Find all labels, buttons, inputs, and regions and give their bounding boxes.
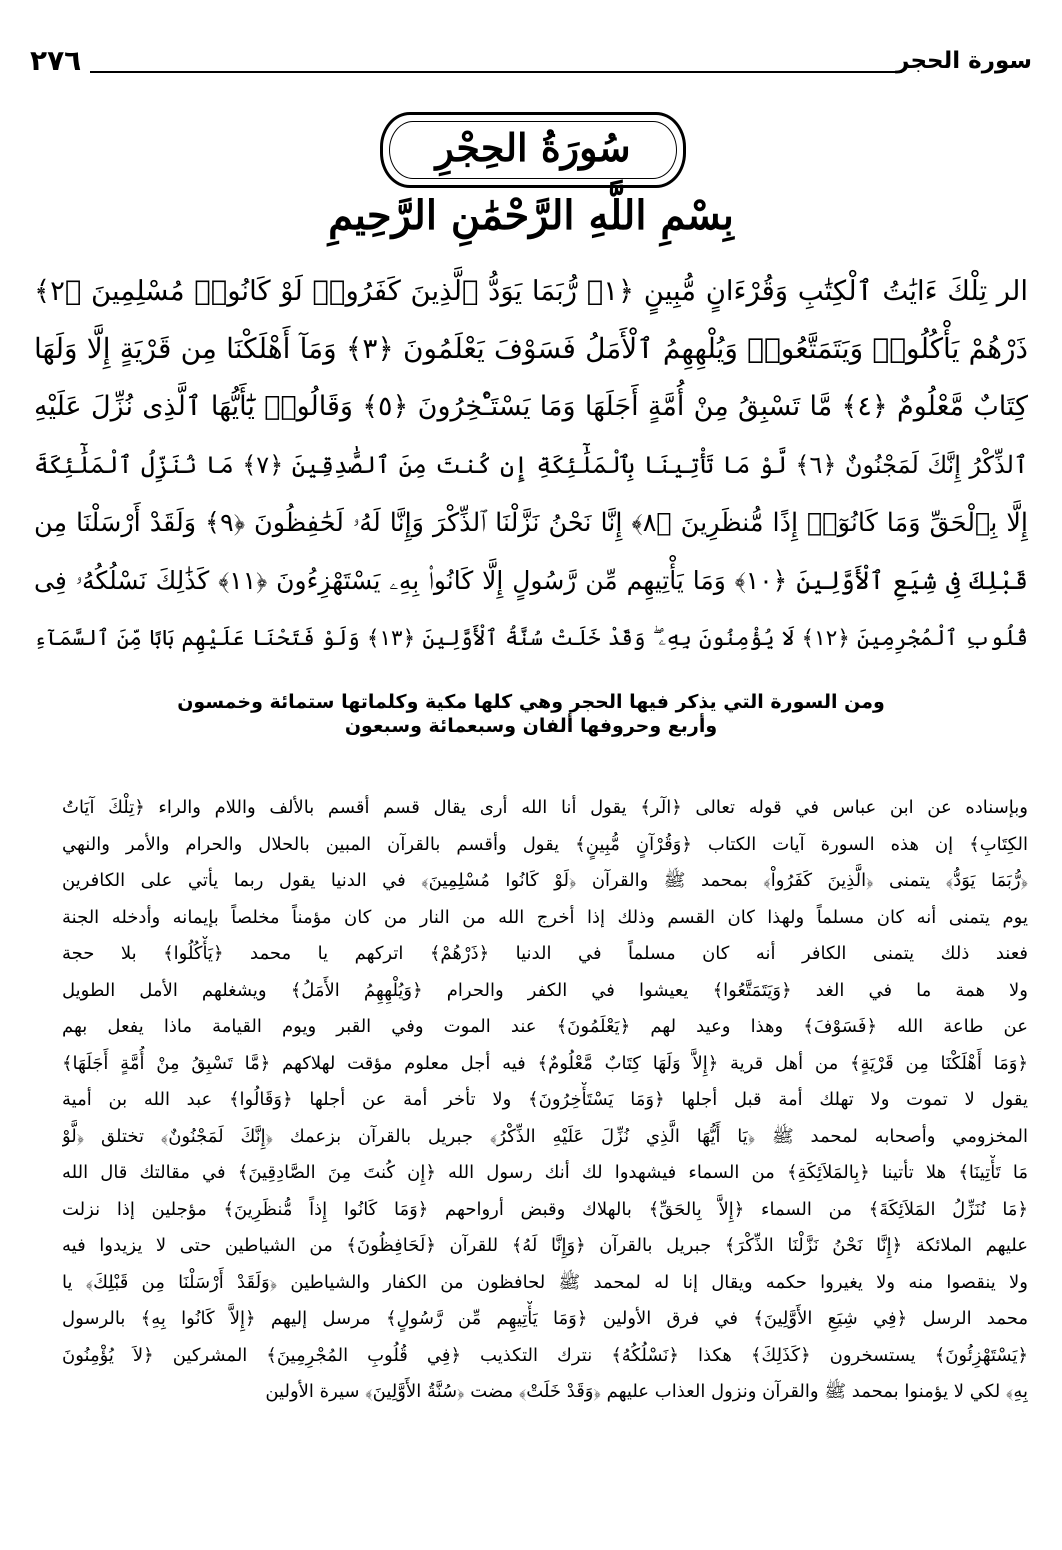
tafsir-line: عليهم الملائكة ﴿إِنَّا نَحْنُ نَزَّلْنَا الذِّكْرَ﴾ جبريل بالقرآن ﴿وَإِنَّا لَهُ﴾ للقرآن ﴿لَحَافِظُونَ﴾ من الشياطين حتى لا يزيدوا فيه bbox=[62, 1235, 1028, 1256]
verse-line: قَبْلِكَ فِى شِيَعِ ٱلْأَوَّلِينَ ﴿١٠﴾ وَمَا يَأْتِيهِم مِّن رَّسُولٍ إِلَّا كَانُوا۟ بِهِۦ يَسْتَهْزِءُونَ ﴿١١﴾ كَذَٰلِكَ نَسْلُكُهُۥ فِى bbox=[34, 566, 1028, 595]
tafsir-line: مَا تَأْتِينَا﴾ هلا تأتينا ﴿بِالمَلاَئِكَةِ﴾ من السماء فيشهدوا لك أنك رسول الله ﴿إِن كُنتَ مِنَ الصَّادِقِينَ﴾ في مقالتك قال الله bbox=[62, 1162, 1028, 1183]
tafsir-line: يقول لا تموت ولا تهلك أمة قبل أجلها ﴿وَمَا يَسْتَأْخِرُونَ﴾ ولا تأخر أمة عن أجلها ﴿وَقَالُوا﴾ عبد الله بن أمية bbox=[62, 1089, 1028, 1110]
tafsir-line: ﴿مَا نُنَزِّلُ المَلاَئِكَةَ﴾ من السماء ﴿إِلاَّ بِالحَقِّ﴾ بالهلاك وقبض أرواحهم ﴿وَمَا كَانُوا إِذاً مُّنظَرِينَ﴾ مؤجلين إذا نزلت bbox=[62, 1198, 1028, 1220]
verse-line: ٱلذِّكْرُ إِنَّكَ لَمَجْنُونٌ ﴿٦﴾ لَّوْ مَا تَأْتِينَا بِٱلْمَلَٰٓئِكَةِ إِن كُنتَ مِنَ ٱلصَّٰدِقِينَ ﴿٧﴾ مَا نُنَزِّلُ ٱلْمَلَٰٓئِكَةَ bbox=[34, 451, 1028, 479]
tafsir-line: الكِتَابِ﴾ إن هذه السورة آيات الكتاب ﴿وَقُرْآنٍ مُّبِينٍ﴾ يقول وأقسم بالقرآن المبين بالحلال والحرام والأمر والنهي bbox=[62, 833, 1028, 855]
tafsir-line: ﴿وَمَا أَهْلَكْنَا مِن قَرْيَةٍ﴾ من أهل قرية ﴿إِلاَّ وَلَهَا كِتَابٌ مَّعْلُومٌ﴾ فيه أجل معلوم مؤقت لهلاكهم ﴿مَّا تَسْبِقُ مِنْ أُمَّةٍ أَجَلَهَا﴾ bbox=[62, 1052, 1028, 1074]
page-header bbox=[30, 44, 1032, 84]
running-header-surah-name: سورة الحجر bbox=[896, 48, 1032, 74]
surah-intro bbox=[80, 690, 982, 738]
intro-line: ومن السورة التي يذكر فيها الحجر وهي كلها مكية وكلماتها ستمائة وخمسون bbox=[177, 691, 885, 713]
tafsir-line: يوم يتمنى أنه كان مسلماً ولهذا كان القسم وذلك إذا أخرج الله من النار من كان مؤمناً مخلصاً بإيمانه وأدخله الجنة bbox=[62, 906, 1028, 928]
tafsir-line: ﴿رُّبَمَا يَوَدُّ﴾ يتمنى ﴿الَّذِينَ كَفَرُواْ﴾ بمحمد ﷺ والقرآن ﴿لَوْ كَانُوا مُسْلِمِينَ﴾ في الدنيا يقول ربما يأتي على الكافرين bbox=[62, 870, 1028, 891]
surah-title: سُورَةُ الحِجْرِ bbox=[435, 125, 631, 170]
tafsir-line: بِهِ﴾ لكي لا يؤمنوا بمحمد ﷺ والقرآن ونزول العذاب عليهم ﴿وَقَدْ خَلَتْ﴾ مضت ﴿سُنَّةُ الأَوَّلِينَ﴾ سيرة الأولين bbox=[265, 1381, 1028, 1402]
header-rule bbox=[90, 71, 902, 73]
tafsir-line: فعند ذلك يتمنى الكافر أنه كان مسلماً في الدنيا ﴿ذَرْهُمْ﴾ اتركهم يا محمد ﴿يَأْكُلُوا﴾ بلا حجة bbox=[62, 943, 1028, 964]
basmala: بِسْمِ اللَّهِ الرَّحْمَٰنِ الرَّحِيمِ bbox=[328, 192, 734, 239]
tafsir-line: ولا همة ما في الغد ﴿وَيَتَمَتَّعُوا﴾ يعيشوا في الكفر والحرام ﴿وَيُلْهِهِمُ الأَمَلُ﴾ ويشغلهم الأمل الطويل bbox=[62, 979, 1028, 1001]
tafsir-line: المخزومي وأصحابه لمحمد ﷺ ﴿يَا أَيُّهَا الَّذِي نُزِّلَ عَلَيْهِ الذِّكْرُ﴾ جبريل بالقرآن بزعمك ﴿إِنَّكَ لَمَجْنُونٌ﴾ تختلق ﴿لَّوْ bbox=[62, 1125, 1028, 1147]
tafsir-line: وبإسناده عن ابن عباس في قوله تعالى ﴿الٓر﴾ يقول أنا الله أرى يقال قسم أقسم بالألف واللام والراء ﴿تِلْكَ آيَاتُ bbox=[62, 797, 1028, 818]
page-number: ٢٧٦ bbox=[30, 44, 82, 77]
intro-line: وأربع وحروفها ألفان وسبعمائة وسبعون bbox=[344, 715, 718, 737]
tafsir-line: محمد الرسل ﴿فِي شِيَعِ الأَوَّلِينَ﴾ في فرق الأولين ﴿وَمَا يَأْتِيهِم مِّن رَّسُولٍ﴾ مرسل إليهم ﴿إِلاَّ كَانُوا بِهِ﴾ بالرسول bbox=[62, 1308, 1028, 1329]
tafsir-line: ولا ينقصوا منه ولا يغيروا حكمه ويقال إنا له لمحمد ﷺ لحافظون من الكفار والشياطين ﴿وَلَقَدْ أَرْسَلْنَا مِن قَبْلِكَ﴾ يا bbox=[62, 1271, 1028, 1293]
tafsir-line: عن طاعة الله ﴿فَسَوْفَ﴾ وهذا وعيد لهم ﴿يَعْلَمُونَ﴾ عند الموت وفي القبر ويوم القيامة ماذا يفعل بهم bbox=[62, 1016, 1028, 1037]
verse-line: إِلَّا بِٱلْحَقِّ وَمَا كَانُوٓا۟ إِذًا مُّنظَرِينَ ﴿٨﴾ إِنَّا نَحْنُ نَزَّلْنَا ٱلذِّكْرَ وَإِنَّا لَهُۥ لَحَٰفِظُونَ ﴿٩﴾ وَلَقَدْ أَرْسَلْنَا مِن bbox=[34, 508, 1028, 538]
verse-line: الر تِلْكَ ءَايَٰتُ ٱلْكِتَٰبِ وَقُرْءَانٍ مُّبِينٍ ﴿١﴾ رُّبَمَا يَوَدُّ ٱلَّذِينَ كَفَرُوا۟ لَوْ كَانُوا۟ مُسْلِمِينَ ﴿٢﴾ bbox=[34, 275, 1028, 307]
verse-line: قُلُوبِ ٱلْمُجْرِمِينَ ﴿١٢﴾ لَا يُؤْمِنُونَ بِهِۦ ۖ وَقَدْ خَلَتْ سُنَّةُ ٱلْأَوَّلِينَ ﴿١٣﴾ وَلَوْ فَتَحْنَا عَلَيْهِم بَابًا مِّنَ ٱلسَّمَآءِ bbox=[34, 626, 1028, 651]
tafsir-line: ﴿يَسْتَهْزِئُونَ﴾ يستسخرون ﴿كَذَلِكَ﴾ هكذا ﴿نَسْلُكُهُ﴾ نترك التكذيب ﴿فِي قُلُوبِ المُجْرِمِينَ﴾ المشركين ﴿لاَ يُؤْمِنُونَ bbox=[62, 1344, 1028, 1366]
verse-line: ذَرْهُمْ يَأْكُلُوا۟ وَيَتَمَتَّعُوا۟ وَيُلْهِهِمُ ٱلْأَمَلُ فَسَوْفَ يَعْلَمُونَ ﴿٣﴾ وَمَآ أَهْلَكْنَا مِن قَرْيَةٍ إِلَّا وَلَهَا bbox=[34, 332, 1028, 365]
tafsir-commentary bbox=[62, 790, 1028, 1411]
surah-title-cartouche bbox=[380, 112, 686, 188]
quran-verses bbox=[34, 262, 1028, 668]
verse-line: كِتَابٌ مَّعْلُومٌ ﴿٤﴾ مَّا تَسْبِقُ مِنْ أُمَّةٍ أَجَلَهَا وَمَا يَسْتَـْٔخِرُونَ ﴿٥﴾ وَقَالُوا۟ يَٰٓأَيُّهَا ٱلَّذِى نُزِّلَ عَلَيْهِ bbox=[34, 391, 1028, 422]
